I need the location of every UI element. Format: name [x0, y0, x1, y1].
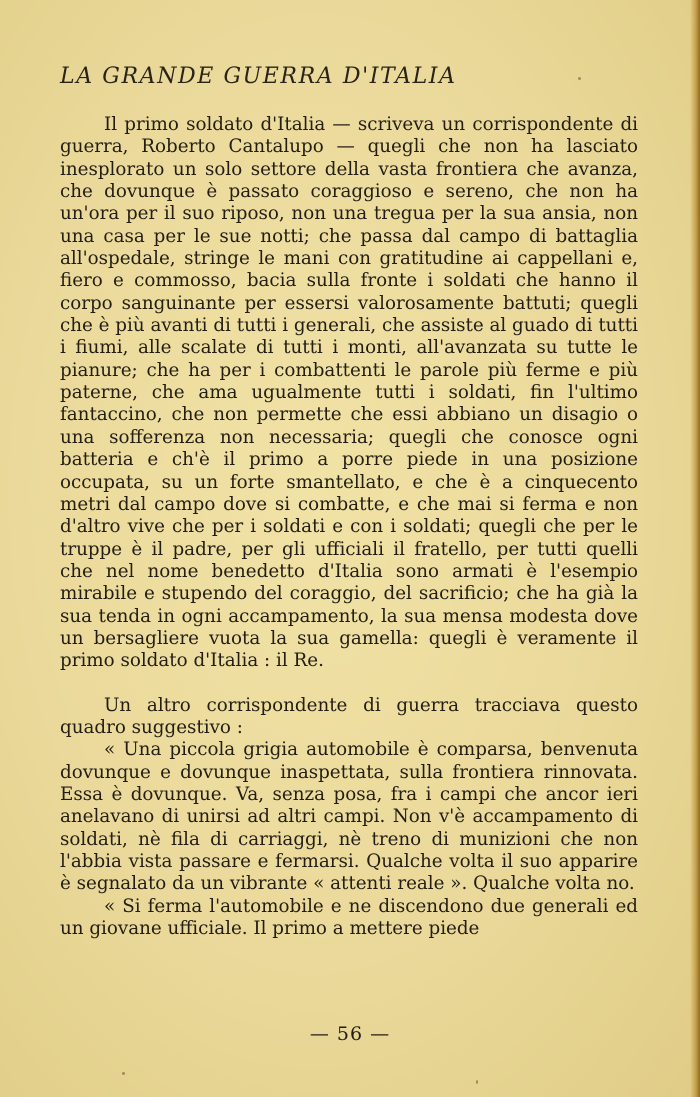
running-title: LA GRANDE GUERRA D'ITALIA	[60, 64, 457, 89]
paragraph: « Una piccola grigia automobile è comparsa, benvenuta dovunque e dovunque inaspettata, sulla frontiera rinnovata. Essa è dovunque. Va, senza posa, fra i campi che ancor ieri anelavano di unirsi ad altri campi. Non v'è accampamento di soldati, nè fila di carriaggi, nè treno di munizioni che non l'abbia vista passare e fermarsi. Qualche volta il suo apparire è segnalato da un vibrante « attenti reale ». Qualche volta no.	[60, 739, 638, 895]
paragraph: Un altro corrispondente di guerra tracciava questo quadro suggestivo :	[60, 694, 638, 738]
body-text	[60, 114, 638, 940]
paper-speck	[122, 1072, 125, 1075]
page-number: — 56 —	[309, 1023, 391, 1045]
paragraph: « Si ferma l'automobile e ne discendono due generali ed un giovane ufficiale. Il primo a mettere piede	[60, 895, 638, 940]
page-edge-shadow	[690, 0, 700, 1097]
paper-speck	[476, 1080, 478, 1084]
paragraph: Il primo soldato d'Italia — scriveva un corrispondente di guerra, Roberto Cantalupo — quegli che non ha lasciato inesplorato un solo settore della vasta frontiera che avanza, che dovunque è passato coraggioso e sereno, che non ha un'ora per il suo riposo, non una tregua per la sua ansia, non una casa per le sue notti; che passa dal campo di battaglia all'ospedale, stringe le mani con gratitudine ai cappellani e, fiero e commosso, bacia sulla fronte i soldati che hanno il corpo sanguinante per essersi valorosamente battuti; quegli che è più avanti di tutti i generali, che assiste al guado di tutti i fiumi, alle scalate di tutti i monti, all'avanzata su tutte le pianure; che ha per i combattenti le parole più ferme e più paterne, che ama ugualmente tutti i soldati, fin l'ultimo fantaccino, che non permette che essi abbiano un disagio o una sofferenza non necessaria; quegli che conosce ogni batteria e ch'è il primo a porre piede in una posizione occupata, su un forte smantellato, e che è a cinquecento metri dal campo dove si combatte, e che mai si ferma e non d'altro vive che per i soldati e con i soldati; quegli che per le truppe è il padre, per gli ufficiali il fratello, per tutti quelli che nel nome benedetto d'Italia sono armati è l'esempio mirabile e stupendo del coraggio, del sacrificio; che ha già la sua tenda in ogni accampamento, la sua mensa modesta dove un bersagliere vuota la sua gamella: quegli è veramente il primo soldato d'Italia : il Re.	[60, 114, 638, 672]
paper-speck	[578, 77, 581, 80]
